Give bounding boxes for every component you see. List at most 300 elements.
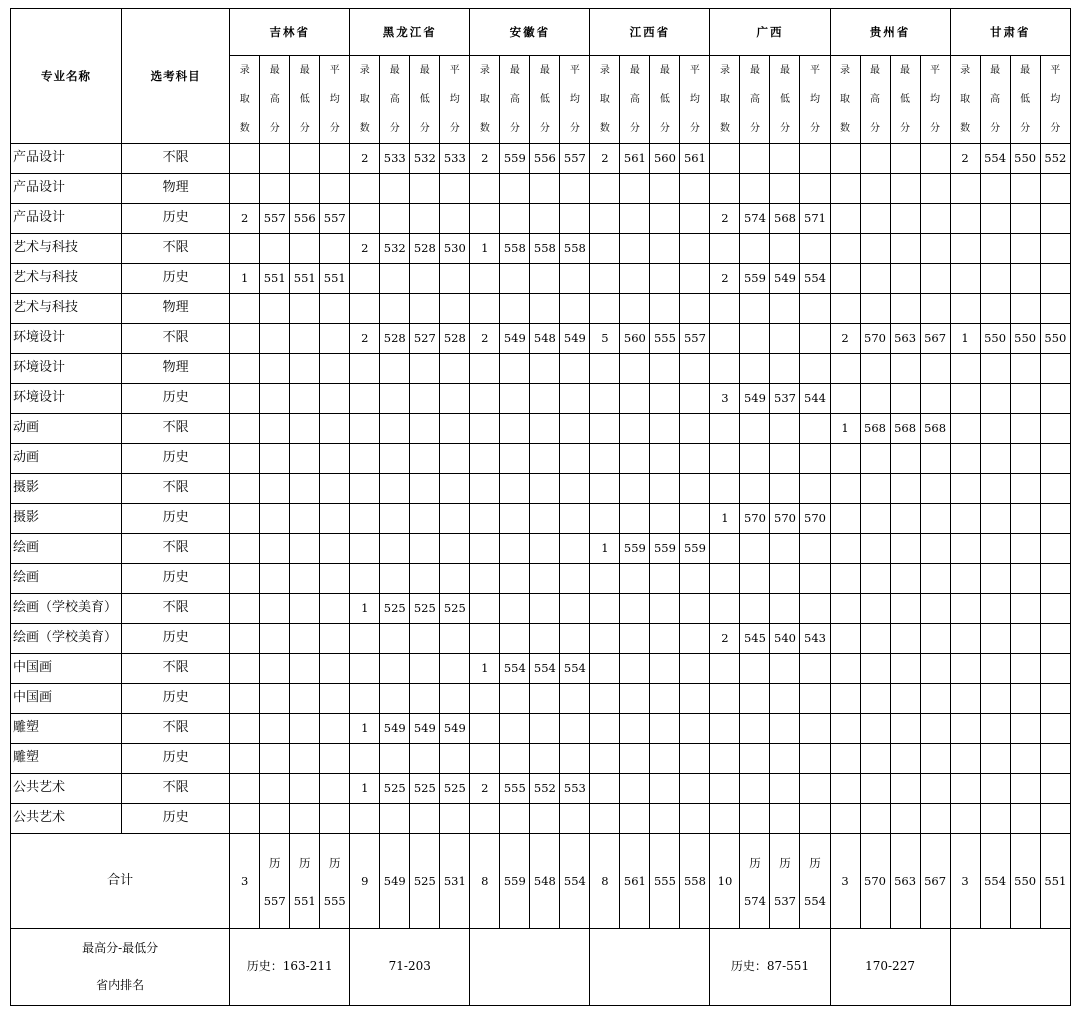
score-cell bbox=[680, 564, 710, 594]
score-cell bbox=[260, 534, 290, 564]
score-cell: 551 bbox=[290, 264, 320, 294]
table-row bbox=[11, 174, 1071, 204]
score-cell: 2 bbox=[590, 144, 620, 174]
subject-cell: 不限 bbox=[122, 594, 230, 624]
score-cell bbox=[950, 624, 980, 654]
score-cell bbox=[920, 564, 950, 594]
score-cell bbox=[920, 474, 950, 504]
score-cell bbox=[860, 624, 890, 654]
score-cell bbox=[530, 174, 560, 204]
score-cell: 1 bbox=[950, 324, 980, 354]
score-cell: 554 bbox=[500, 654, 530, 684]
subheader-cell bbox=[410, 56, 440, 144]
score-cell bbox=[290, 294, 320, 324]
score-cell bbox=[260, 624, 290, 654]
score-cell bbox=[830, 804, 860, 834]
score-cell bbox=[440, 474, 470, 504]
score-cell: 528 bbox=[380, 324, 410, 354]
score-cell bbox=[230, 804, 260, 834]
total-cell: 554 bbox=[980, 834, 1010, 929]
score-cell bbox=[980, 774, 1010, 804]
score-cell: 549 bbox=[380, 714, 410, 744]
score-cell bbox=[860, 744, 890, 774]
total-cell: 555 bbox=[650, 834, 680, 929]
subheader-label: 平均分 bbox=[1050, 65, 1061, 134]
score-cell bbox=[620, 294, 650, 324]
score-cell bbox=[560, 204, 590, 234]
score-cell bbox=[920, 354, 950, 384]
score-cell: 533 bbox=[440, 144, 470, 174]
subheader-label: 最低分 bbox=[1020, 65, 1031, 134]
score-cell: 554 bbox=[980, 144, 1010, 174]
score-cell bbox=[890, 234, 920, 264]
score-cell bbox=[380, 504, 410, 534]
score-cell bbox=[890, 624, 920, 654]
score-cell bbox=[230, 774, 260, 804]
subject-cell: 历史 bbox=[122, 264, 230, 294]
score-cell bbox=[710, 354, 740, 384]
score-cell bbox=[800, 594, 830, 624]
score-cell bbox=[800, 564, 830, 594]
score-cell bbox=[740, 174, 770, 204]
score-cell: 549 bbox=[740, 384, 770, 414]
score-cell bbox=[290, 564, 320, 594]
score-cell bbox=[680, 204, 710, 234]
score-cell bbox=[770, 474, 800, 504]
score-cell bbox=[410, 534, 440, 564]
score-cell bbox=[500, 384, 530, 414]
score-cell bbox=[230, 444, 260, 474]
table-row bbox=[11, 264, 1071, 294]
subheader-label: 平均分 bbox=[809, 65, 820, 134]
score-cell bbox=[500, 294, 530, 324]
score-cell: 559 bbox=[500, 144, 530, 174]
score-cell bbox=[680, 804, 710, 834]
score-cell bbox=[530, 444, 560, 474]
score-cell bbox=[230, 144, 260, 174]
score-cell: 2 bbox=[350, 144, 380, 174]
score-cell bbox=[230, 714, 260, 744]
score-cell bbox=[950, 774, 980, 804]
score-cell: 559 bbox=[680, 534, 710, 564]
major-cell: 艺术与科技 bbox=[11, 294, 122, 324]
score-cell bbox=[410, 444, 440, 474]
rank-label-line2: 省内排名 bbox=[96, 978, 145, 992]
subheader-cell bbox=[950, 56, 980, 144]
score-cell bbox=[530, 414, 560, 444]
score-cell bbox=[860, 714, 890, 744]
score-cell bbox=[440, 534, 470, 564]
score-cell bbox=[860, 474, 890, 504]
subheader-label: 平均分 bbox=[930, 65, 941, 134]
score-cell bbox=[830, 744, 860, 774]
score-cell bbox=[620, 624, 650, 654]
score-cell bbox=[740, 294, 770, 324]
subject-header: 选考科目 bbox=[122, 9, 230, 144]
score-cell: 571 bbox=[800, 204, 830, 234]
score-cell bbox=[290, 414, 320, 444]
score-cell bbox=[530, 684, 560, 714]
score-cell bbox=[260, 324, 290, 354]
score-cell: 561 bbox=[620, 144, 650, 174]
major-cell: 公共艺术 bbox=[11, 804, 122, 834]
score-cell bbox=[980, 294, 1010, 324]
score-cell bbox=[800, 804, 830, 834]
total-cell: 567 bbox=[920, 834, 950, 929]
major-cell: 中国画 bbox=[11, 654, 122, 684]
total-cell: 558 bbox=[680, 834, 710, 929]
score-cell bbox=[230, 384, 260, 414]
major-cell: 产品设计 bbox=[11, 144, 122, 174]
table-row bbox=[11, 384, 1071, 414]
score-cell bbox=[1040, 414, 1070, 444]
score-cell bbox=[260, 414, 290, 444]
score-cell bbox=[290, 384, 320, 414]
score-cell bbox=[410, 264, 440, 294]
score-cell bbox=[710, 564, 740, 594]
score-cell bbox=[920, 744, 950, 774]
major-cell: 中国画 bbox=[11, 684, 122, 714]
total-cell: 525 bbox=[410, 834, 440, 929]
score-cell bbox=[830, 684, 860, 714]
subject-cell: 历史 bbox=[122, 504, 230, 534]
table-row bbox=[11, 504, 1071, 534]
score-cell bbox=[410, 204, 440, 234]
score-cell bbox=[290, 354, 320, 384]
score-cell bbox=[620, 774, 650, 804]
total-cell: 8 bbox=[470, 834, 500, 929]
total-cell: 561 bbox=[620, 834, 650, 929]
table-row bbox=[11, 414, 1071, 444]
score-cell bbox=[560, 564, 590, 594]
score-cell bbox=[710, 594, 740, 624]
score-cell: 525 bbox=[440, 594, 470, 624]
score-cell bbox=[890, 534, 920, 564]
score-cell bbox=[290, 504, 320, 534]
score-cell bbox=[530, 594, 560, 624]
score-cell bbox=[950, 384, 980, 414]
score-cell bbox=[500, 684, 530, 714]
score-cell: 555 bbox=[500, 774, 530, 804]
score-cell bbox=[800, 294, 830, 324]
score-cell: 556 bbox=[290, 204, 320, 234]
score-cell bbox=[440, 654, 470, 684]
score-cell bbox=[230, 654, 260, 684]
score-cell bbox=[1010, 204, 1040, 234]
score-cell bbox=[710, 774, 740, 804]
score-cell bbox=[950, 684, 980, 714]
score-cell bbox=[410, 744, 440, 774]
subject-cell: 不限 bbox=[122, 414, 230, 444]
score-cell bbox=[260, 384, 290, 414]
score-cell bbox=[890, 804, 920, 834]
score-cell bbox=[590, 174, 620, 204]
score-cell bbox=[740, 744, 770, 774]
score-cell bbox=[950, 294, 980, 324]
table-row bbox=[11, 534, 1071, 564]
score-cell bbox=[920, 624, 950, 654]
subheader-label: 最低分 bbox=[419, 65, 430, 134]
score-cell bbox=[1040, 264, 1070, 294]
score-cell bbox=[500, 564, 530, 594]
subheader-cell bbox=[230, 56, 260, 144]
score-cell bbox=[500, 264, 530, 294]
score-cell bbox=[1040, 354, 1070, 384]
score-cell bbox=[980, 264, 1010, 294]
score-cell bbox=[320, 294, 350, 324]
score-cell bbox=[920, 714, 950, 744]
score-cell bbox=[350, 804, 380, 834]
score-cell bbox=[260, 654, 290, 684]
score-cell bbox=[800, 324, 830, 354]
score-cell bbox=[470, 564, 500, 594]
score-cell: 563 bbox=[890, 324, 920, 354]
score-cell bbox=[800, 444, 830, 474]
province-header: 贵州省 bbox=[830, 9, 950, 56]
score-cell bbox=[470, 744, 500, 774]
total-cell: 570 bbox=[860, 834, 890, 929]
score-cell bbox=[230, 684, 260, 714]
score-cell: 570 bbox=[740, 504, 770, 534]
score-cell bbox=[620, 744, 650, 774]
score-cell bbox=[950, 744, 980, 774]
province-header: 黑龙江省 bbox=[350, 9, 470, 56]
score-cell bbox=[980, 594, 1010, 624]
score-cell: 540 bbox=[770, 624, 800, 654]
province-header: 安徽省 bbox=[470, 9, 590, 56]
score-cell bbox=[920, 264, 950, 294]
total-cell: 3 bbox=[230, 834, 260, 929]
score-cell: 2 bbox=[470, 774, 500, 804]
score-cell bbox=[560, 804, 590, 834]
score-cell bbox=[680, 384, 710, 414]
score-cell: 2 bbox=[950, 144, 980, 174]
score-cell bbox=[410, 474, 440, 504]
score-cell bbox=[800, 474, 830, 504]
subheader-label: 录取数 bbox=[359, 65, 370, 134]
score-cell: 551 bbox=[260, 264, 290, 294]
score-cell bbox=[950, 474, 980, 504]
score-cell bbox=[260, 174, 290, 204]
score-cell bbox=[440, 444, 470, 474]
score-cell bbox=[560, 714, 590, 744]
subject-cell: 历史 bbox=[122, 564, 230, 594]
score-cell bbox=[260, 294, 290, 324]
rank-value bbox=[950, 929, 1070, 1006]
subject-cell: 不限 bbox=[122, 474, 230, 504]
score-cell bbox=[650, 264, 680, 294]
score-cell bbox=[320, 624, 350, 654]
score-cell bbox=[290, 684, 320, 714]
score-cell bbox=[650, 384, 680, 414]
subject-cell: 不限 bbox=[122, 714, 230, 744]
score-cell bbox=[890, 144, 920, 174]
score-cell bbox=[260, 234, 290, 264]
major-cell: 雕塑 bbox=[11, 714, 122, 744]
rank-value: 历史：163-211 bbox=[230, 929, 350, 1006]
total-cell-prefix: 历 bbox=[749, 856, 761, 870]
score-cell bbox=[560, 594, 590, 624]
score-cell bbox=[920, 504, 950, 534]
score-cell bbox=[230, 624, 260, 654]
score-cell bbox=[620, 804, 650, 834]
score-cell bbox=[380, 624, 410, 654]
score-cell bbox=[290, 804, 320, 834]
score-cell bbox=[290, 474, 320, 504]
score-cell: 533 bbox=[380, 144, 410, 174]
score-cell: 2 bbox=[230, 204, 260, 234]
score-cell: 530 bbox=[440, 234, 470, 264]
total-cell-value: 555 bbox=[323, 894, 346, 908]
score-cell bbox=[410, 384, 440, 414]
score-cell bbox=[470, 354, 500, 384]
score-cell bbox=[1010, 294, 1040, 324]
table-row bbox=[11, 474, 1071, 504]
score-cell bbox=[560, 294, 590, 324]
score-cell bbox=[860, 774, 890, 804]
score-cell bbox=[980, 654, 1010, 684]
score-cell: 570 bbox=[770, 504, 800, 534]
score-cell bbox=[830, 444, 860, 474]
score-cell bbox=[710, 474, 740, 504]
score-cell bbox=[860, 504, 890, 534]
subheader-cell bbox=[860, 56, 890, 144]
score-cell bbox=[1010, 354, 1040, 384]
score-cell bbox=[860, 444, 890, 474]
score-cell bbox=[320, 474, 350, 504]
score-cell bbox=[650, 624, 680, 654]
score-cell: 1 bbox=[710, 504, 740, 534]
score-cell bbox=[1040, 294, 1070, 324]
score-cell bbox=[590, 714, 620, 744]
score-cell bbox=[770, 594, 800, 624]
score-cell bbox=[860, 174, 890, 204]
province-header: 吉林省 bbox=[230, 9, 350, 56]
score-cell bbox=[920, 204, 950, 234]
score-cell bbox=[650, 354, 680, 384]
score-cell bbox=[350, 504, 380, 534]
score-cell: 570 bbox=[860, 324, 890, 354]
score-cell bbox=[530, 474, 560, 504]
score-cell bbox=[950, 504, 980, 534]
major-cell: 艺术与科技 bbox=[11, 234, 122, 264]
score-cell: 549 bbox=[770, 264, 800, 294]
major-cell: 公共艺术 bbox=[11, 774, 122, 804]
score-cell bbox=[650, 444, 680, 474]
score-cell bbox=[1010, 744, 1040, 774]
total-cell-prefix: 历 bbox=[328, 856, 341, 870]
score-cell bbox=[470, 534, 500, 564]
score-cell: 544 bbox=[800, 384, 830, 414]
subheader-cell bbox=[260, 56, 290, 144]
score-cell bbox=[710, 744, 740, 774]
score-cell bbox=[620, 684, 650, 714]
score-cell bbox=[500, 594, 530, 624]
score-cell bbox=[830, 474, 860, 504]
score-cell bbox=[710, 534, 740, 564]
score-cell bbox=[320, 564, 350, 594]
score-cell bbox=[800, 654, 830, 684]
score-cell bbox=[950, 444, 980, 474]
score-cell bbox=[560, 624, 590, 654]
score-cell bbox=[1040, 504, 1070, 534]
table-row bbox=[11, 684, 1071, 714]
score-cell bbox=[620, 384, 650, 414]
subject-cell: 不限 bbox=[122, 324, 230, 354]
score-cell bbox=[710, 414, 740, 444]
score-cell bbox=[500, 714, 530, 744]
score-cell bbox=[350, 174, 380, 204]
subheader-label: 平均分 bbox=[689, 65, 700, 134]
score-cell bbox=[620, 354, 650, 384]
score-cell bbox=[380, 414, 410, 444]
score-cell bbox=[260, 774, 290, 804]
score-cell bbox=[230, 474, 260, 504]
subheader-cell bbox=[590, 56, 620, 144]
subject-cell: 不限 bbox=[122, 144, 230, 174]
score-cell bbox=[740, 144, 770, 174]
score-cell: 2 bbox=[830, 324, 860, 354]
score-cell bbox=[410, 354, 440, 384]
score-cell: 525 bbox=[410, 594, 440, 624]
score-cell bbox=[1010, 804, 1040, 834]
score-cell bbox=[500, 354, 530, 384]
score-cell bbox=[890, 204, 920, 234]
score-cell bbox=[500, 744, 530, 774]
subheader-cell bbox=[350, 56, 380, 144]
score-cell bbox=[260, 144, 290, 174]
score-cell bbox=[1010, 624, 1040, 654]
score-cell bbox=[590, 744, 620, 774]
province-header: 甘肃省 bbox=[950, 9, 1070, 56]
rank-row bbox=[11, 929, 1071, 1006]
score-cell bbox=[470, 414, 500, 444]
score-cell bbox=[980, 474, 1010, 504]
subheader-label: 最高分 bbox=[629, 65, 640, 134]
score-cell bbox=[590, 294, 620, 324]
score-cell bbox=[320, 804, 350, 834]
score-cell bbox=[830, 504, 860, 534]
score-cell bbox=[740, 594, 770, 624]
table-row bbox=[11, 624, 1071, 654]
score-cell bbox=[890, 504, 920, 534]
score-cell bbox=[500, 204, 530, 234]
table-row bbox=[11, 144, 1071, 174]
score-cell bbox=[1040, 714, 1070, 744]
score-cell bbox=[980, 504, 1010, 534]
score-cell bbox=[380, 354, 410, 384]
score-cell bbox=[230, 564, 260, 594]
score-cell bbox=[560, 444, 590, 474]
score-cell bbox=[1010, 534, 1040, 564]
score-cell bbox=[470, 504, 500, 534]
score-cell bbox=[620, 174, 650, 204]
score-cell bbox=[530, 534, 560, 564]
major-cell: 绘画 bbox=[11, 564, 122, 594]
score-cell bbox=[410, 294, 440, 324]
score-cell bbox=[650, 744, 680, 774]
major-cell: 艺术与科技 bbox=[11, 264, 122, 294]
score-cell bbox=[320, 444, 350, 474]
score-cell bbox=[500, 804, 530, 834]
score-cell bbox=[890, 654, 920, 684]
table-row bbox=[11, 774, 1071, 804]
rank-value: 71-203 bbox=[350, 929, 470, 1006]
score-cell bbox=[440, 384, 470, 414]
score-cell bbox=[890, 384, 920, 414]
score-cell bbox=[470, 594, 500, 624]
score-cell bbox=[620, 474, 650, 504]
